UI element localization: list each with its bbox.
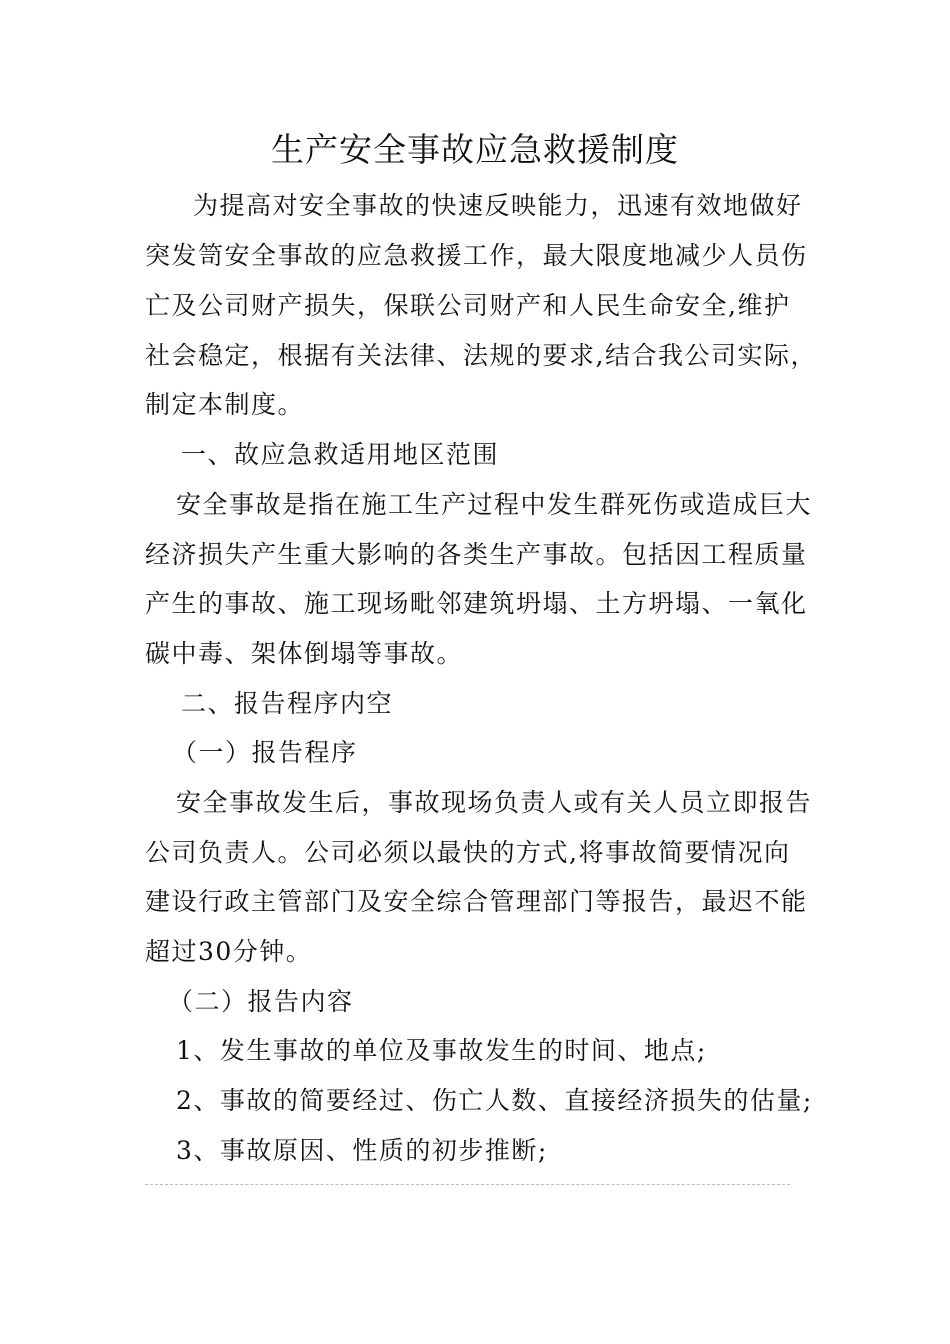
subsection-1-line-1: 安全事故发生后，事故现场负责人或有关人员立即报告 xyxy=(176,788,813,817)
report-item-3: 3、事故原因、性质的初步推断; xyxy=(176,1136,548,1165)
section-1-line-3: 产生的事故、施工现场毗邻建筑坍塌、土方坍塌、一氧化 xyxy=(145,589,808,618)
subsection-2-heading: （二）报告内容 xyxy=(168,987,354,1016)
page-break-divider xyxy=(145,1184,790,1185)
subsection-1-line-4: 超过30分钟。 xyxy=(145,937,313,966)
section-1-line-1: 安全事故是指在施工生产过程中发生群死伤或造成巨大 xyxy=(176,490,813,519)
subsection-1-line-2: 公司负责人。公司必须以最快的方式,将事故简要情况向 xyxy=(145,838,791,867)
subsection-1-heading: （一）报告程序 xyxy=(172,738,358,767)
section-1-line-4: 碳中毒、架体倒塌等事故。 xyxy=(145,639,464,668)
intro-line-2: 突发笥安全事故的应急救援工作，最大限度地减少人员伤 xyxy=(145,241,808,270)
intro-line-1: 为提高对安全事故的快速反映能力，迅速有效地做好 xyxy=(193,191,803,220)
section-1-line-2: 经济损失产生重大影响的各类生产事故。包括因工程质量 xyxy=(145,540,808,569)
intro-line-5: 制定本制度。 xyxy=(145,390,305,419)
section-2-heading: 二、报告程序内空 xyxy=(181,689,394,718)
document-title: 生产安全事故应急救援制度 xyxy=(271,130,679,169)
intro-line-3: 亡及公司财产损失，保联公司财产和人民生命安全,维护 xyxy=(145,291,791,320)
report-item-1: 1、发生事故的单位及事故发生的时间、地点; xyxy=(176,1036,707,1065)
intro-line-4: 社会稳定，根据有关法律、法规的要求,结合我公司实际， xyxy=(145,341,817,370)
report-item-2: 2、事故的简要经过、伤亡人数、直接经济损失的估量; xyxy=(176,1086,813,1115)
section-1-heading: 一、故应急救适用地区范围 xyxy=(181,440,500,469)
subsection-1-line-3: 建设行政主管部门及安全综合管理部门等报告，最迟不能 xyxy=(145,887,808,916)
